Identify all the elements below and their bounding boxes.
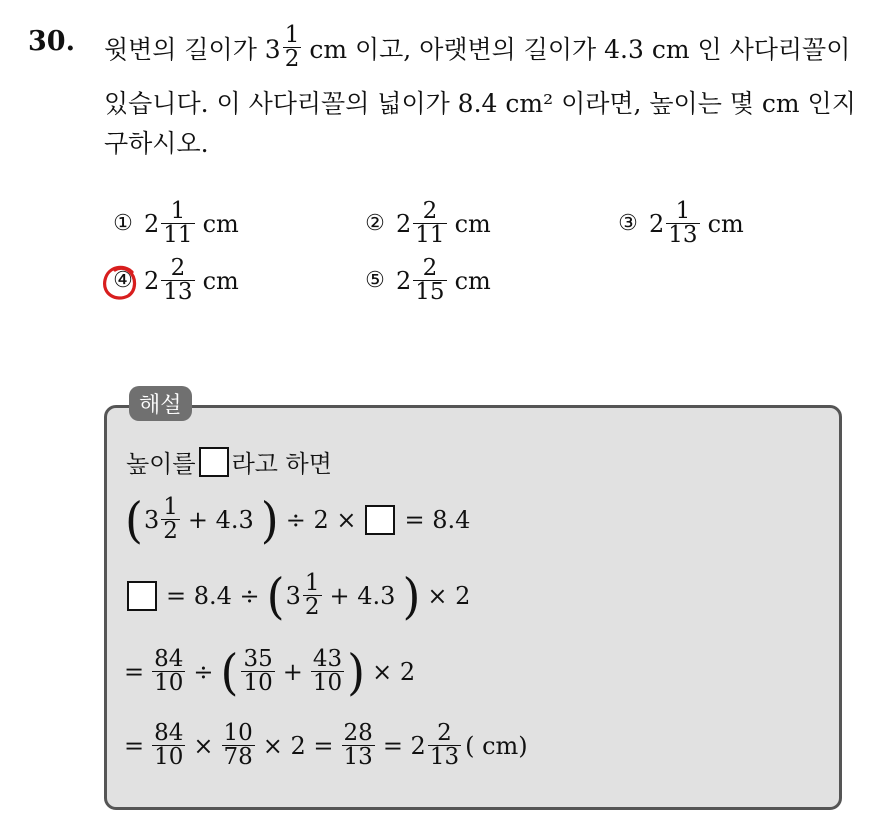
blank-box <box>127 581 157 611</box>
solution-line-5: = $\frac{84}{10}$ × $\frac{10}{78}$ × 2 = $\frac{28}{13}$ = 2 $\frac{2}{13}$ ( cm) <box>124 720 528 770</box>
solution-line-3: = 8.4 ÷ ( 3 $\frac{1}{2}$ + 4.3 ) × 2 <box>124 572 476 619</box>
option-3[interactable]: ③ 2 $\frac{1}{13}$ cm <box>618 198 744 248</box>
question-line-3: 구하시오. <box>104 129 209 158</box>
solution-line-1: 높이를 라고 하면 <box>126 444 332 479</box>
solution-line-4: = $\frac{84}{10}$ ÷ ( $\frac{35}{10}$ + $\frac{43}{10}$ ) × 2 <box>124 643 416 700</box>
option-1[interactable]: ① 2 $\frac{1}{11}$ cm <box>113 198 239 248</box>
option-4[interactable]: ④ 2 $\frac{2}{13}$ cm <box>113 255 239 305</box>
blank-box <box>365 505 395 535</box>
question-number: 30. <box>28 26 75 57</box>
blank-box <box>199 447 229 477</box>
question-text: cm 이고, 아랫변의 길이가 4.3 cm 인 사다리꼴이 <box>309 34 851 64</box>
fraction: $\frac{1}{2}$ <box>284 22 300 72</box>
question-line-2: 있습니다. 이 사다리꼴의 넓이가 8.4 cm² 이라면, 높이는 몇 cm 인지 <box>104 89 856 118</box>
option-2[interactable]: ② 2 $\frac{2}{11}$ cm <box>365 198 491 248</box>
solution-tag: 해설 <box>129 386 192 421</box>
question-line-1 <box>104 24 850 71</box>
option-5[interactable]: ⑤ 2 $\frac{2}{15}$ cm <box>365 255 491 305</box>
answer-circle-mark <box>102 264 138 302</box>
question-text: 윗변의 길이가 3 <box>104 34 281 64</box>
solution-line-2: ( 3 $\frac{1}{2}$ + 4.3 ) ÷ 2 × = 8.4 <box>125 491 471 548</box>
